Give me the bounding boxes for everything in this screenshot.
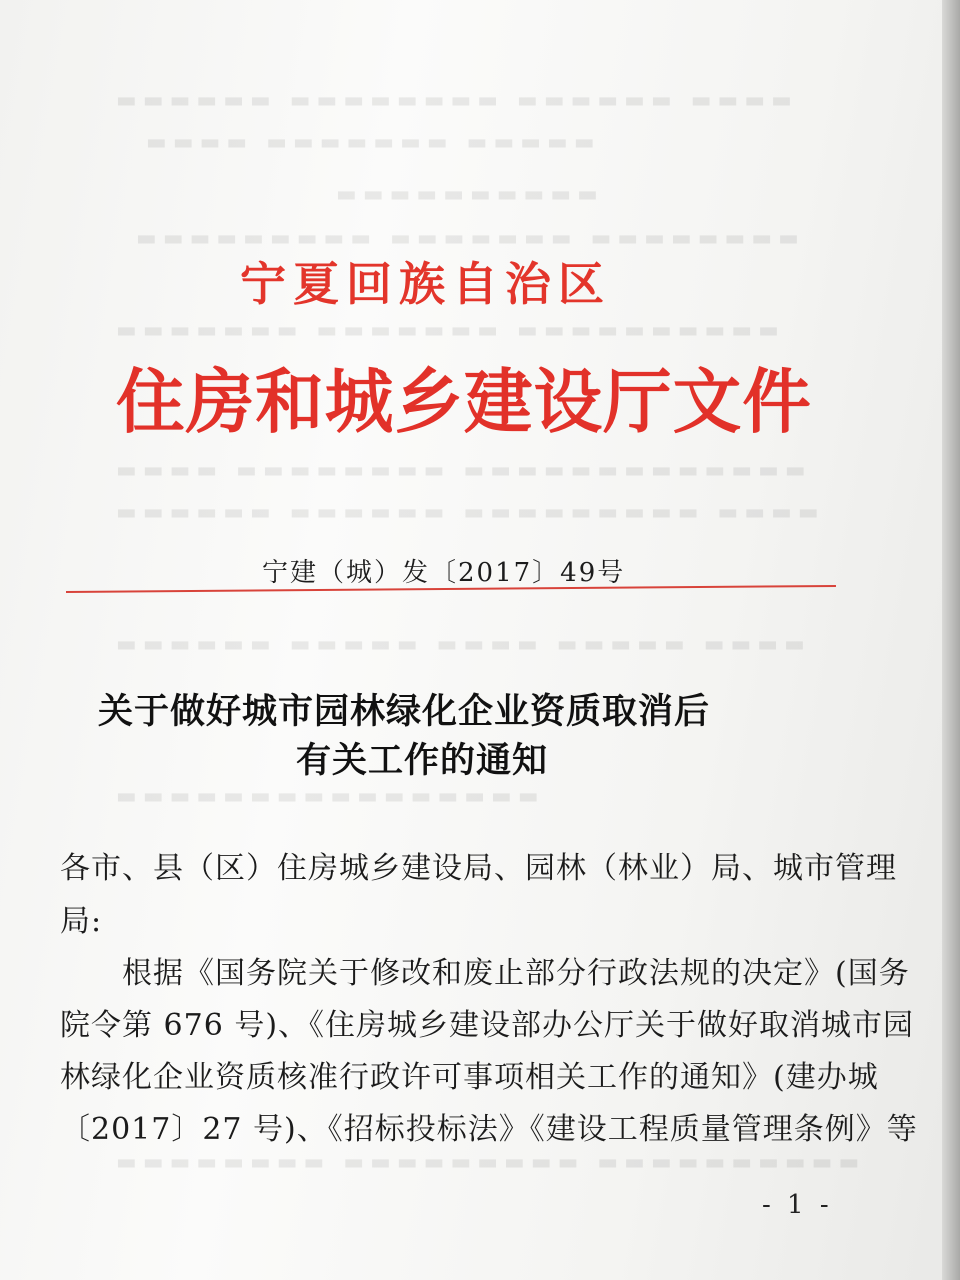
body-text-line: 林绿化企业资质核准行政许可事项相关工作的通知》(建办城 bbox=[60, 1060, 879, 1095]
body-text-line: 〔2017〕27 号)、《招标投标法》《建设工程质量管理条例》等 bbox=[60, 1112, 918, 1147]
body-text-line: 各市、县（区）住房城乡建设局、园林（林业）局、城市管理 bbox=[60, 851, 897, 886]
body-text-line: 局: bbox=[60, 904, 103, 939]
bleed-through-texture: ▬▬▬▬ ▬▬▬▬▬▬ ▬▬▬▬▬▬▬▬ ▬▬▬▬▬▬ bbox=[110, 88, 792, 113]
page-edge-shadow bbox=[942, 0, 960, 1280]
issuing-department-file: 住房和城乡建设厅文件 bbox=[116, 360, 812, 443]
bleed-through-texture: ▬▬▬▬ ▬▬▬▬▬ ▬▬▬▬ ▬▬▬▬▬ ▬▬▬▬▬▬ bbox=[110, 632, 805, 657]
document-title-line-1: 关于做好城市园林绿化企业资质取消后 bbox=[98, 692, 711, 732]
bleed-through-texture: ▬▬▬▬ ▬▬▬▬▬▬▬▬▬ ▬▬▬▬▬▬ ▬▬▬▬▬▬ bbox=[110, 500, 819, 525]
issuing-region: 宁夏回族自治区 bbox=[240, 257, 611, 311]
page-number: - 1 - bbox=[762, 1190, 833, 1220]
bleed-through-texture: ▬▬▬▬▬▬▬▬▬▬ bbox=[330, 182, 598, 207]
body-text-line: 院令第 676 号)、《住房城乡建设部办公厅关于做好取消城市园 bbox=[60, 1008, 915, 1043]
body-text-line: 根据《国务院关于修改和废止部分行政法规的决定》(国务 bbox=[122, 956, 910, 991]
bleed-through-texture: ▬▬▬▬▬▬▬▬ ▬▬▬▬▬▬▬ ▬▬▬▬▬▬▬▬▬ bbox=[130, 226, 799, 251]
bleed-through-texture: ▬▬▬▬▬ ▬▬▬▬▬▬▬ ▬▬▬▬ bbox=[140, 130, 595, 155]
document-number: 宁建（城）发〔2017〕49号 bbox=[262, 558, 626, 588]
bleed-through-texture: ▬▬▬▬▬▬▬▬▬▬ ▬▬▬▬▬▬▬▬▬ ▬▬▬▬▬▬▬▬ bbox=[110, 1150, 860, 1175]
document-title-line-2: 有关工作的通知 bbox=[296, 741, 549, 781]
bleed-through-texture: ▬▬▬▬▬▬▬▬▬▬ ▬▬▬▬▬▬▬ ▬▬▬▬▬▬▬ bbox=[110, 318, 779, 343]
bleed-through-texture: ▬▬▬▬▬▬▬▬▬▬▬▬▬▬▬▬ bbox=[110, 784, 539, 809]
bleed-through-texture: ▬▬▬▬▬▬▬▬▬▬▬▬▬ ▬▬▬▬▬▬▬▬ ▬▬▬▬ bbox=[110, 458, 806, 483]
